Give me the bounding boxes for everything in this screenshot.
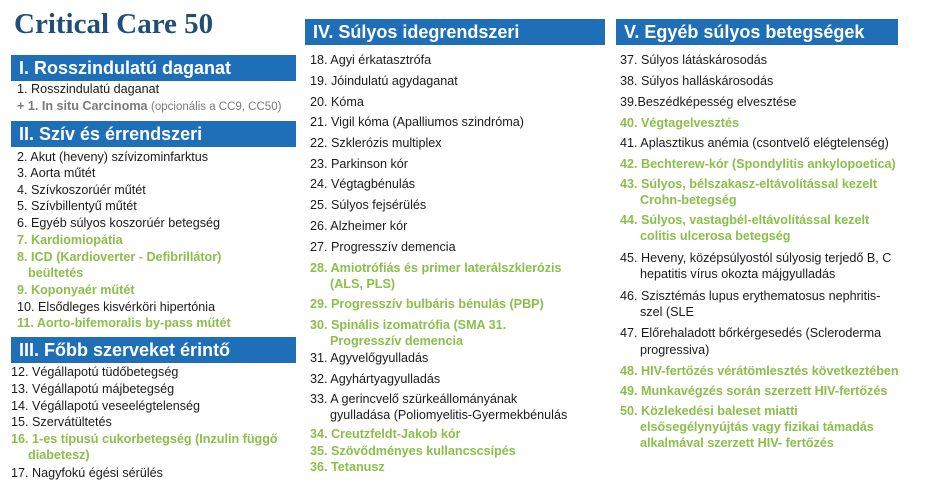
list-item: 43. Súlyos, bélszakasz-eltávolítással kezelt <box>620 177 877 191</box>
list-item: 18. Agyi érkatasztrófa <box>310 53 432 67</box>
list-item: 7. Kardiomiopátia <box>17 233 123 247</box>
list-item: 32. Agyhártyagyulladás <box>310 372 441 386</box>
list-item: 27. Progresszív demencia <box>310 240 456 254</box>
list-item: elsősegélynyújtás vagy fizikai támadás <box>640 420 874 434</box>
list-item: 46. Szisztémás lupus erythematosus nephritis- <box>620 289 881 303</box>
list-item: 11. Aorto-bifemoralis by-pass műtét <box>17 316 231 330</box>
list-item: 45. Heveny, középsúlyostól súlyosig terjedő B, C <box>620 251 892 265</box>
section-header-neuro: IV. Súlyos idegrendszeri <box>305 19 605 45</box>
list-item: 34. Creutzfeldt-Jakob kór <box>310 427 461 441</box>
list-item: progressiva) <box>640 343 710 357</box>
list-item: 44. Súlyos, vastagbél-eltávolítással kezelt <box>620 213 870 227</box>
list-item: 19. Jóindulatú agydaganat <box>310 74 458 88</box>
list-item: 2. Akut (heveny) szívizominfarktus <box>17 150 209 164</box>
list-item: 24. Végtagbénulás <box>310 177 416 191</box>
list-item <box>17 99 281 116</box>
list-item: 36. Tetanusz <box>310 460 385 474</box>
list-item: 3. Aorta műtét <box>17 166 96 180</box>
list-item: szel (SLE <box>640 305 694 319</box>
list-item-main: + 1. In situ Carcinoma <box>17 99 148 113</box>
section-header-organs: III. Főbb szerveket érintő <box>11 337 296 363</box>
list-item: colitis ulcerosa betegség <box>640 229 791 243</box>
list-item: 38. Súlyos halláskárosodás <box>620 74 774 88</box>
list-item: 23. Parkinson kór <box>310 157 409 171</box>
list-item: 30. Spinális izomatrófia (SMA 31. <box>310 318 507 332</box>
list-item: 25. Súlyos fejsérülés <box>310 198 427 212</box>
list-item: 37. Súlyos látáskárosodás <box>620 53 768 67</box>
section-header-cancer: I. Rosszindulatú daganat <box>11 55 296 81</box>
list-item: hepatitis vírus okozta májgyulladás <box>640 267 836 281</box>
list-item: 22. Szklerózis multiplex <box>310 136 442 150</box>
list-item: 39.Beszédképesség elvesztése <box>620 95 797 109</box>
list-item: 1. Rosszindulatú daganat <box>17 82 160 96</box>
page-title: Critical Care 50 <box>14 8 214 40</box>
list-item: Progresszív demencia <box>330 334 463 348</box>
list-item: gyulladása (Poliomyelitis-Gyermekbénulás <box>330 408 568 422</box>
list-item: 35. Szövődményes kullancscsípés <box>310 444 516 458</box>
list-item: 13. Végállapotú májbetegség <box>11 382 175 396</box>
list-item: diabetesz) <box>28 448 90 462</box>
list-item: 15. Szervátültetés <box>11 415 112 429</box>
list-item: 6. Egyéb súlyos koszorúér betegség <box>17 216 221 230</box>
list-item: 20. Kóma <box>310 95 364 109</box>
list-item: 50. Közlekedési baleset miatti <box>620 404 798 418</box>
list-item: 14. Végállapotú veseelégtelenség <box>11 399 201 413</box>
list-item: 47. Előrehaladott bőrkérgesedés (Scleroderma <box>620 326 882 340</box>
list-item: 26. Alzheimer kór <box>310 219 408 233</box>
section-header-other: V. Egyéb súlyos betegségek <box>616 19 898 45</box>
list-item: 40. Végtagelvesztés <box>620 116 740 130</box>
list-item: 29. Progresszív bulbáris bénulás (PBP) <box>310 297 544 311</box>
list-item: 21. Vigil kóma (Apalliumos szindróma) <box>310 115 524 129</box>
list-item: 9. Koponyaér műtét <box>17 283 135 297</box>
list-item: 5. Szívbillentyű műtét <box>17 199 137 213</box>
list-item: 48. HIV-fertőzés vérátömlesztés következtében <box>620 364 899 378</box>
list-item: Crohn-betegség <box>640 193 737 207</box>
list-item: 31. Agyvelőgyulladás <box>310 351 429 365</box>
list-item: 8. ICD (Kardioverter - Defibrillátor) <box>17 250 222 264</box>
list-item: 17. Nagyfokú égési sérülés <box>11 466 163 480</box>
list-item: beültetés <box>28 266 84 280</box>
section-header-cardio: II. Szív és érrendszeri <box>11 121 296 147</box>
list-item: 16. 1-es típusú cukorbetegség (Inzulin függő <box>11 432 278 446</box>
list-item: alkalmával szerzett HIV- fertőzés <box>640 436 834 450</box>
list-item: 42. Bechterew-kór (Spondylitis ankylopoetica) <box>620 157 896 171</box>
list-item: 49. Munkavégzés során szerzett HIV-fertőzés <box>620 384 888 398</box>
list-item-note: (opcionális a CC9, CC50) <box>151 101 282 113</box>
list-item: 28. Amiotrófiás és primer laterálszklerózis <box>310 261 562 275</box>
list-item: 12. Végállapotú tüdőbetegség <box>11 365 179 379</box>
list-item: (ALS, PLS) <box>330 277 396 291</box>
list-item: 4. Szívkoszorúér műtét <box>17 183 146 197</box>
list-item: 10. Elsődleges kisvérköri hipertónia <box>17 300 216 314</box>
list-item: 33. A gerincvelő szürkeállományának <box>310 392 518 406</box>
list-item: 41. Aplasztikus anémia (csontvelő elégtelenség) <box>620 136 889 150</box>
